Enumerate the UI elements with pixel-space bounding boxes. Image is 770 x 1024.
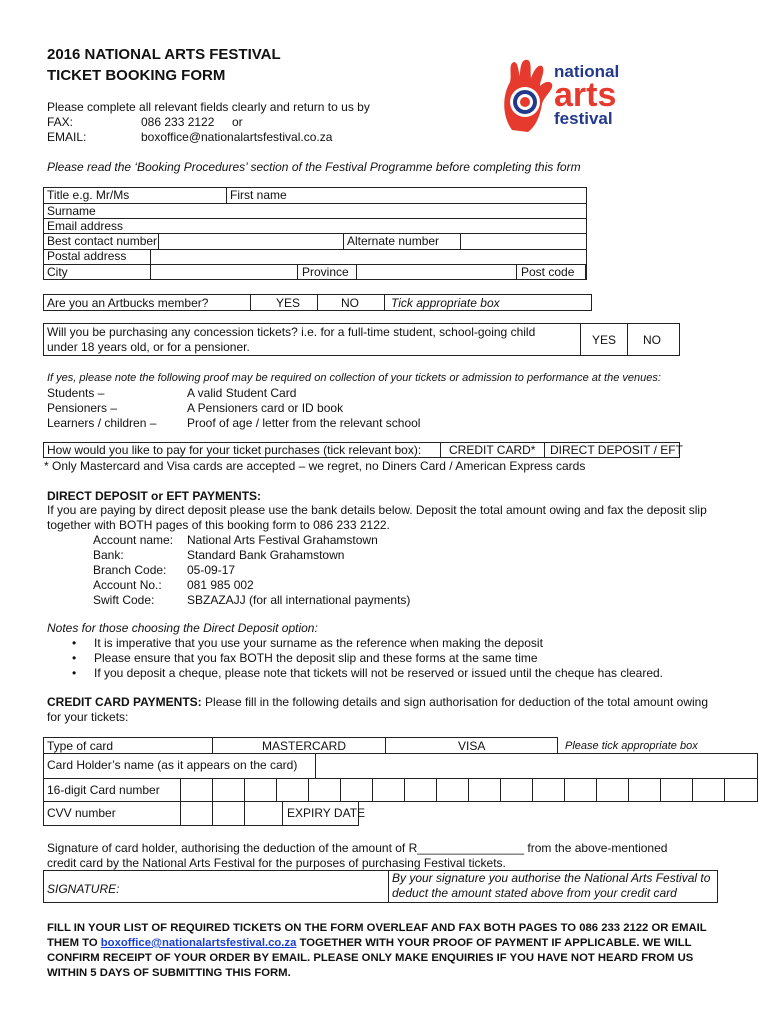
logo-word-arts: arts — [554, 76, 617, 114]
eft-paragraph-line2: together with BOTH pages of this booking form to 086 233 2122. — [47, 518, 390, 532]
artbucks-no-option[interactable]: NO — [341, 296, 359, 310]
proof-what-students: A valid Student Card — [187, 386, 297, 400]
email-address: boxoffice@nationalartsfestival.co.za — [141, 130, 333, 144]
footer-line2-suffix: TOGETHER WITH YOUR PROOF OF PAYMENT IF APPLICABLE. WE WILL — [296, 937, 692, 949]
cvv-label: CVV number — [47, 806, 116, 820]
artbucks-yes-option[interactable]: YES — [276, 296, 301, 310]
festival-logo — [498, 56, 638, 136]
surname-field[interactable] — [110, 204, 585, 218]
eft-paragraph-line1: If you are paying by direct deposit please use the bank details below. Deposit the total amount owing and fax the deposit slip — [47, 503, 707, 517]
payment-eft-option[interactable]: DIRECT DEPOSIT / EFT — [550, 443, 683, 457]
artbucks-tick-note: Tick appropriate box — [391, 296, 500, 310]
credit-card-paragraph-line1: Please fill in the following details and sign authorisation for deduction of the total amount owing — [201, 695, 709, 709]
footer-line1: FILL IN YOUR LIST OF REQUIRED TICKETS ON THE FORM OVERLEAF AND FAX BOTH PAGES TO 086 233 2122 OR EMAIL — [47, 922, 707, 934]
instructions-text: Please complete all relevant fields clearly and return to us by — [47, 100, 370, 114]
concession-yes-option[interactable]: YES — [592, 333, 617, 347]
email-label: EMAIL: — [47, 130, 87, 144]
logo-word-national: national — [554, 62, 620, 81]
bank-detail-value: 05-09-17 — [187, 563, 236, 577]
bank-detail-label: Bank: — [93, 548, 124, 562]
logo-word-festival: festival — [554, 109, 613, 128]
or-text: or — [232, 115, 243, 129]
deposit-note: Please ensure that you fax BOTH the deposit slip and these forms at the same time — [94, 651, 538, 665]
card-type-label: Type of card — [47, 739, 114, 753]
alternate-number-label: Alternate number — [347, 234, 440, 248]
authorisation-line2: credit card by the National Arts Festival for the purposes of purchasing Festival tickets. — [47, 856, 506, 870]
footer-line2 — [47, 936, 692, 951]
hand-logo-icon — [498, 56, 558, 132]
title-label: Title e.g. Mr/Ms — [47, 188, 130, 202]
payment-question: How would you like to pay for your ticket purchases (tick relevant box): — [47, 443, 422, 457]
proof-what-learners: Proof of age / letter from the relevant school — [187, 416, 421, 430]
credit-card-intro — [47, 695, 708, 710]
bank-detail-label: Account name: — [93, 533, 174, 547]
email-address-field[interactable] — [130, 219, 585, 233]
bullet-icon: • — [72, 651, 77, 665]
first-name-field[interactable] — [300, 188, 585, 203]
city-label: City — [47, 265, 68, 279]
page-subtitle: TICKET BOOKING FORM — [47, 67, 226, 84]
bank-detail-value: SBZAZAJJ (for all international payments) — [187, 593, 411, 607]
eft-heading: DIRECT DEPOSIT or EFT PAYMENTS: — [47, 489, 262, 503]
footer-line4: WITHIN 5 DAYS OF SUBMITTING THIS FORM. — [47, 967, 291, 979]
bank-detail-value: National Arts Festival Grahamstown — [187, 533, 378, 547]
proof-note: If yes, please note the following proof may be required on collection of your tickets or admission to performance at the venues: — [47, 372, 661, 384]
alternate-number-field[interactable] — [462, 234, 585, 248]
bank-detail-label: Branch Code: — [93, 563, 167, 577]
signature-note-line2: deduct the amount stated above from your credit card — [392, 886, 677, 900]
first-name-label: First name — [230, 188, 287, 202]
city-field[interactable] — [152, 265, 296, 279]
fax-number: 086 233 2122 — [141, 115, 215, 129]
bank-detail-label: Swift Code: — [93, 593, 155, 607]
contact-number-label: Best contact number — [47, 234, 158, 248]
deposit-notes-heading: Notes for those choosing the Direct Deposit option: — [47, 621, 318, 635]
postal-address-label: Postal address — [47, 249, 127, 263]
credit-card-paragraph-line2: for your tickets: — [47, 710, 129, 724]
authorisation-line1: Signature of card holder, authorising the deduction of the amount of R________________ from the above-mentioned — [47, 841, 668, 855]
footer-line3: CONFIRM RECEIPT OF YOUR ORDER BY EMAIL. PLEASE ONLY MAKE ENQUIRIES IF YOU HAVE NOT HEARD FROM US — [47, 952, 694, 964]
card-tick-note: Please tick appropriate box — [565, 740, 698, 752]
bullet-icon: • — [72, 636, 77, 650]
signature-field[interactable] — [130, 872, 385, 901]
artbucks-question: Are you an Artbucks member? — [47, 296, 209, 310]
signature-label: SIGNATURE: — [47, 882, 120, 896]
contact-number-field[interactable] — [160, 234, 342, 248]
bank-detail-value: Standard Bank Grahamstown — [187, 548, 345, 562]
cvv-field[interactable] — [182, 802, 280, 825]
signature-note-line1: By your signature you authorise the National Arts Festival to — [392, 871, 711, 885]
card-acceptance-note: * Only Mastercard and Visa cards are accepted – we regret, no Diners Card / American Express cards — [44, 459, 586, 473]
province-label: Province — [302, 265, 349, 279]
credit-card-heading: CREDIT CARD PAYMENTS: — [47, 695, 202, 709]
card-number-label: 16-digit Card number — [47, 783, 160, 797]
postcode-label: Post code — [521, 265, 575, 279]
card-number-field[interactable] — [182, 779, 757, 801]
expiry-date-label: EXPIRY DATE — [287, 806, 366, 820]
province-field[interactable] — [358, 265, 515, 279]
card-holder-field[interactable] — [317, 754, 757, 778]
proof-who-learners: Learners / children – — [47, 416, 157, 430]
visa-option[interactable]: VISA — [458, 739, 486, 753]
deposit-note: It is imperative that you use your surname as the reference when making the deposit — [94, 636, 543, 650]
proof-who-students: Students – — [47, 386, 105, 400]
bank-detail-label: Account No.: — [93, 578, 162, 592]
bank-detail-value: 081 985 002 — [187, 578, 254, 592]
payment-credit-card-option[interactable]: CREDIT CARD* — [449, 443, 536, 457]
concession-no-option[interactable]: NO — [643, 333, 661, 347]
email-address-label: Email address — [47, 219, 124, 233]
surname-label: Surname — [47, 204, 96, 218]
mastercard-option[interactable]: MASTERCARD — [262, 739, 347, 753]
proof-what-pensioners: A Pensioners card or ID book — [187, 401, 344, 415]
footer-line2-prefix: THEM TO — [47, 937, 101, 949]
card-holder-label: Card Holder’s name (as it appears on the card) — [47, 758, 298, 772]
proof-who-pensioners: Pensioners – — [47, 401, 118, 415]
footer-email-link[interactable]: boxoffice@nationalartsfestival.co.za — [100, 937, 297, 949]
concession-question-line2: under 18 years old, or for a pensioner. — [47, 340, 250, 354]
read-procedures-note: Please read the ‘Booking Procedures’ section of the Festival Programme before completing this form — [47, 160, 581, 174]
page-title: 2016 NATIONAL ARTS FESTIVAL — [47, 46, 281, 63]
deposit-note: If you deposit a cheque, please note that tickets will not be reserved or issued until the cheque has cleared. — [94, 666, 664, 680]
bullet-icon: • — [72, 666, 77, 680]
fax-label: FAX: — [47, 115, 74, 129]
postal-address-field[interactable] — [152, 249, 585, 263]
concession-question-line1: Will you be purchasing any concession tickets? i.e. for a full-time student, school-going child — [47, 325, 536, 339]
